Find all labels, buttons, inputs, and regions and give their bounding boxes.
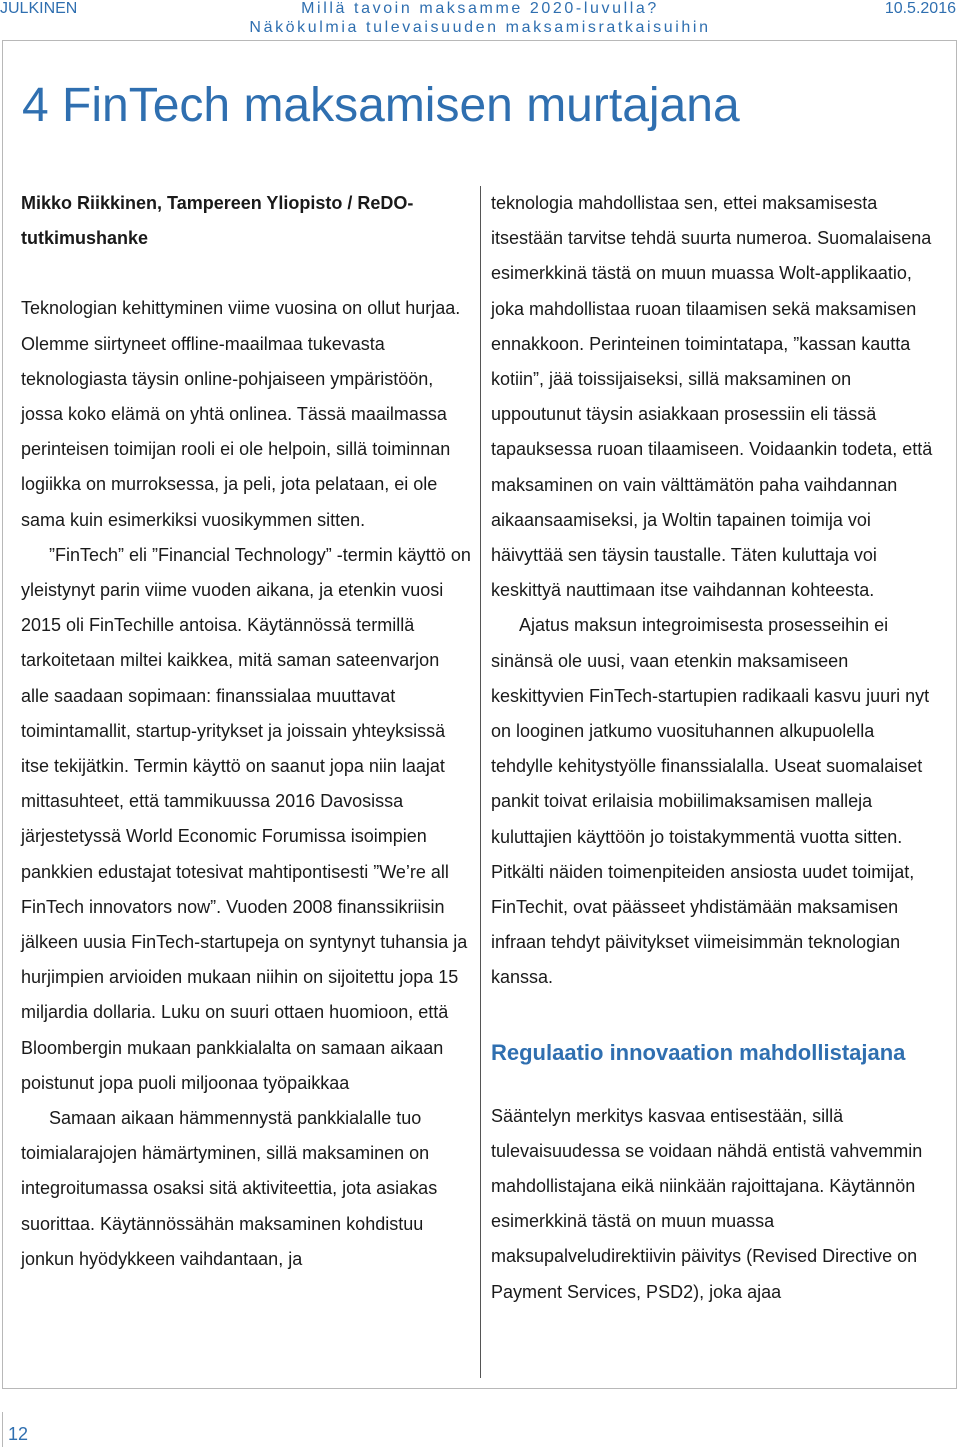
author-line: Mikko Riikkinen, Tampereen Yliopisto / ReDO-tutkimushanke [21, 193, 414, 249]
frame-right-border [956, 40, 957, 1388]
report-subtitle: Näkökulmia tulevaisuuden maksamisratkaisuihin [249, 19, 711, 36]
footer-left-bar [2, 1412, 3, 1447]
left-paragraph-2: ”FinTech” eli ”Financial Technology” -termin käyttö on yleistynyt parin viime vuoden aikana, ja etenkin vuosi 2015 oli FinTechille antoisa. Käytännössä termillä tarkoitetaan miltei kaikkea, mitä saman sateenvarjon alle saadaan sopimaan: finanssialaa muuttavat toimintamallit, startup-yritykset ja joissain yhteyksissä itse tekijätkin. Termin käyttö on saanut jopa niin laajat mittasuhteet, että tammikuussa 2016 Davosissa järjestetyssä World Economic Forumissa isoimpien pankkien edustajat totesivat mahtipontisesti ”We’re all FinTech innovators now”. Vuoden 2008 finanssikriisin jälkeen uusia FinTech-startupeja on syntynyt tuhansia ja hurjimpien arvioiden mukaan niihin on sijoitettu jopa 15 miljardia dollaria. Luku on suuri ottaen huomioon, että Bloombergin mukaan pankkialalta on samaan aikaan poistunut jopa puoli miljoonaa työpaikkaa [21, 544, 471, 1093]
section-subheading: Regulaatio innovaation mahdollistajana [491, 1039, 906, 1065]
right-column [491, 186, 941, 1310]
frame-left-border [2, 40, 3, 1388]
chapter-title: 4 FinTech maksamisen murtajana [22, 79, 740, 132]
report-title: Millä tavoin maksamme 2020-luvulla? [301, 0, 659, 17]
frame-bottom-border [2, 1388, 957, 1389]
frame-top-border [2, 40, 957, 41]
left-paragraph-3: Samaan aikaan hämmennystä pankkialalle tuo toimialarajojen hämärtyminen, sillä maksaminen on integroitumassa osaksi sitä aktiviteettia, jota asiakas suorittaa. Käytännössähän maksaminen kohdistuu jonkun hyödykkeen vaihdantaan, ja [21, 1108, 438, 1269]
left-paragraph-1: Teknologian kehittyminen viime vuosina on ollut hurjaa. Olemme siirtyneet offline-maailmaa tukevasta teknologiasta täysin online-pohjaiseen ympäristöön, jossa koko elämä on yhtä onlinea. Tässä maailmassa perinteisen toimijan rooli ei ole helpoin, sillä toiminnan logiikka on murroksessa, ja peli, jota pelataan, ei ole sama kuin esimerkiksi vuosikymmen sitten. [21, 298, 461, 530]
right-paragraph-3: Sääntelyn merkitys kasvaa entisestään, sillä tulevaisuudessa se voidaan nähdä entistä vahvemmin mahdollistajana eikä niinkään rajoittajana. Käytännön esimerkkinä tästä on muun muassa maksupalveludirektiivin päivitys (Revised Directive on Payment Services, PSD2), joka ajaa [491, 1105, 923, 1302]
report-date: 10.5.2016 [884, 0, 956, 17]
right-paragraph-2: Ajatus maksun integroimisesta prosesseihin ei sinänsä ole uusi, vaan etenkin maksamiseen keskittyvien FinTech-startupien radikaali kasvu juuri nyt on looginen jatkumo vuosituhannen alkupuolella tehdylle kehitystyölle finanssialalla. Useat suomalaiset pankit toivat erilaisia mobiilimaksamisen malleja kuluttajien käyttöön jo toistakymmentä vuotta sitten. Pitkälti näiden toimenpiteiden ansiosta uudet toimijat, FinTechit, ovat päässeet yhdistämään maksamisen infraan tehdyt päivitykset viimeisimmän teknologian kanssa. [491, 615, 930, 988]
classification-label: JULKINEN [0, 0, 78, 17]
column-divider [480, 186, 481, 1378]
page-number: 12 [8, 1424, 29, 1444]
page-header [0, 0, 960, 40]
right-paragraph-1: teknologia mahdollistaa sen, ettei maksamisesta itsestään tarvitse tehdä suurta numeroa. Suomalaisena esimerkkinä tästä on muun muassa Wolt-applikaatio, joka mahdollistaa ruoan tilaamisen sekä maksamisen ennakkoon. Perinteinen toimintatapa, ”kassan kautta kotiin”, jää toissijaiseksi, sillä maksaminen on uppoutunut täysin asiakkaan prosessiin eli tässä tapauksessa ruoan tilaamiseen. Voidaankin todeta, että maksaminen on vain välttämätön paha vaihdannan aikaansaamiseksi, ja Woltin tapainen toimija voi häivyttää sen täysin taustalle. Täten kuluttaja voi keskittyä nauttimaan itse vaihdannan kohteesta. [491, 193, 933, 601]
left-column [21, 186, 471, 1277]
